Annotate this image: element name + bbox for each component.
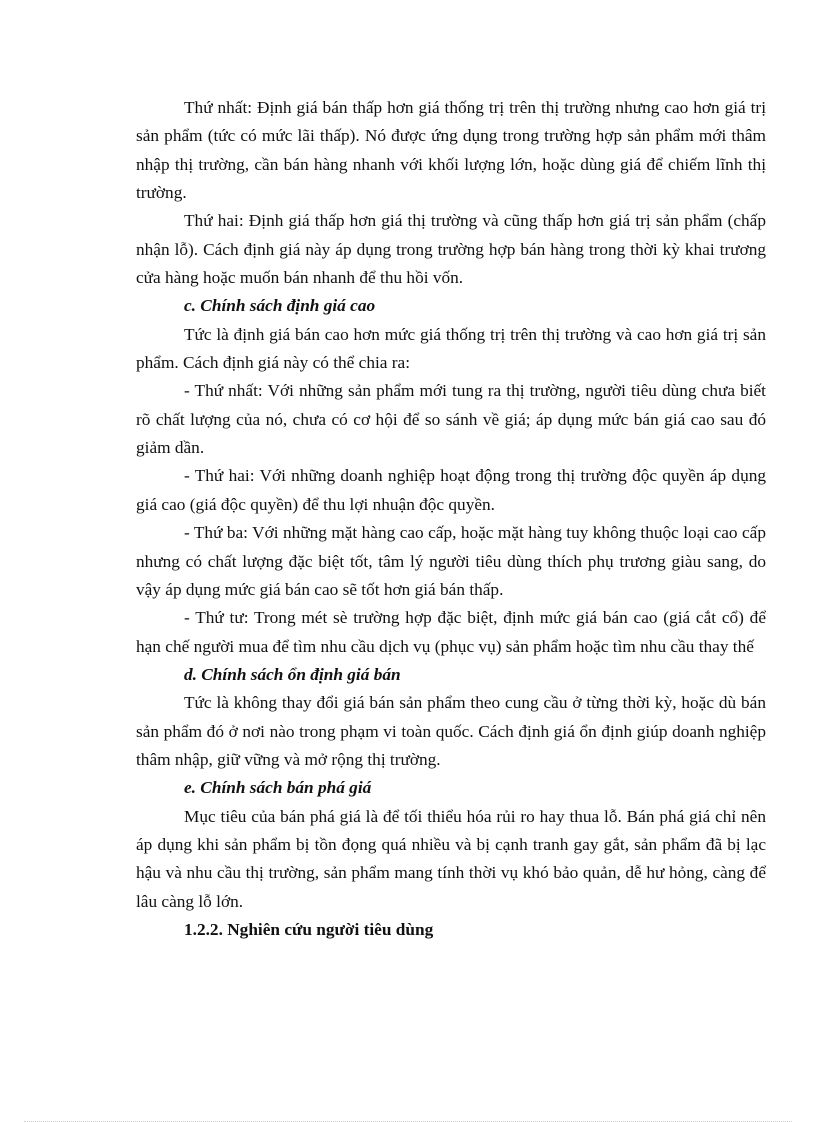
section-title-consumer-research: 1.2.2. Nghiên cứu người tiêu dùng: [184, 919, 434, 939]
paragraph-stable-price: Tức là không thay đổi giá bán sản phẩm theo cung cầu ở từng thời kỳ, hoặc dù bán sản phẩm đó ở nơi nào trong phạm vi toàn quốc. Cách định giá ổn định giúp doanh nghiệp thâm nhập, giữ vững và mở rộng thị trường.: [136, 693, 766, 769]
page-bottom-divider: [24, 1121, 792, 1122]
heading-high-price-policy: c. Chính sách định giá cao: [184, 296, 376, 316]
list-item-first: - Thứ nhất: Với những sản phẩm mới tung ra thị trường, người tiêu dùng chưa biết rõ chất lượng của nó, chưa có cơ hội để so sánh về giá; áp dụng mức bán giá cao sau đó giảm dần.: [136, 381, 766, 458]
paragraph-first-pricing: Thứ nhất: Định giá bán thấp hơn giá thống trị trên thị trường nhưng cao hơn giá trị sản phẩm (tức có mức lãi thấp). Nó được ứng dụng trong trường hợp sản phẩm mới thâm nhập thị trường, cần bán hàng nhanh với khối lượng lớn, hoặc dùng giá để chiếm lĩnh thị trường.: [136, 98, 766, 203]
list-item-second: - Thứ hai: Với những doanh nghiệp hoạt động trong thị trường độc quyền áp dụng giá cao (giá độc quyền) để thu lợi nhuận độc quyền.: [136, 466, 766, 514]
paragraph-second-pricing: Thứ hai: Định giá thấp hơn giá thị trường và cũng thấp hơn giá trị sản phẩm (chấp nhận lỗ). Cách định giá này áp dụng trong trường hợp bán hàng trong thời kỳ khai trương cửa hàng hoặc muốn bán nhanh để thu hồi vốn.: [136, 211, 766, 288]
list-item-fourth: - Thứ tư: Trong mét sè trường hợp đặc biệt, định mức giá bán cao (giá cắt cổ) để hạn chế người mua để tìm nhu cầu dịch vụ (phục vụ) sản phẩm hoặc tìm nhu cầu thay thế: [136, 608, 766, 656]
list-item-third: - Thứ ba: Với những mặt hàng cao cấp, hoặc mặt hàng tuy không thuộc loại cao cấp nhưng có chất lượng đặc biệt tốt, tâm lý người tiêu dùng thích phụ trương giàu sang, do vậy áp dụng mức giá bán cao sẽ tốt hơn giá bán thấp.: [136, 523, 766, 599]
paragraph-high-price-intro: Tức là định giá bán cao hơn mức giá thống trị trên thị trường và cao hơn giá trị sản phẩm. Cách định giá này có thể chia ra:: [136, 324, 766, 373]
heading-stable-price-policy: d. Chính sách ổn định giá bán: [184, 664, 401, 684]
heading-dumping-policy: e. Chính sách bán phá giá: [184, 778, 372, 798]
document-body: [136, 94, 766, 944]
paragraph-dumping: Mục tiêu của bán phá giá là để tối thiểu hóa rủi ro hay thua lỗ. Bán phá giá chỉ nên áp dụng khi sản phẩm bị tồn đọng quá nhiều và bị cạnh tranh gay gắt, sản phẩm đã bị lạc hậu và nhu cầu thị trường, sản phẩm mang tính thời vụ khó bảo quản, dễ hư hỏng, càng để lâu càng lỗ lớn.: [136, 806, 766, 911]
